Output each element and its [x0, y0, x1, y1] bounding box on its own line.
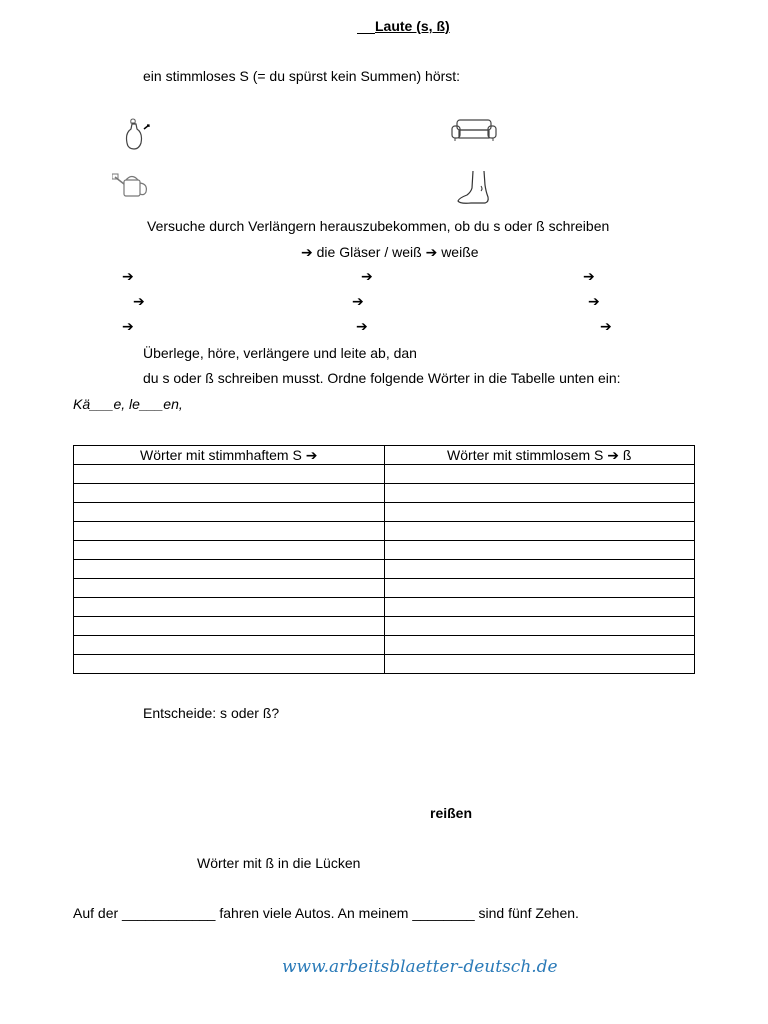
reissen-word: reißen — [430, 805, 473, 821]
table-row — [74, 522, 695, 541]
table-row — [74, 484, 695, 503]
voiceless-cell[interactable] — [384, 560, 695, 579]
voiceless-cell[interactable] — [384, 636, 695, 655]
arrow-icon: ➔ — [425, 244, 438, 260]
voiced-cell[interactable] — [74, 522, 385, 541]
voiced-cell[interactable] — [74, 503, 385, 522]
voiceless-cell[interactable] — [384, 522, 695, 541]
arrow-icon: ➔ — [361, 268, 373, 284]
entscheide-text: Entscheide: s oder ß? — [143, 705, 280, 721]
voiced-cell[interactable] — [74, 560, 385, 579]
voiced-cell[interactable] — [74, 484, 385, 503]
arrow-icon: ➔ — [356, 318, 368, 334]
voiceless-cell[interactable] — [384, 541, 695, 560]
arrow-icon: ➔ — [583, 268, 595, 284]
word-list: Kä___e, le___en, — [73, 396, 183, 412]
voiceless-cell[interactable] — [384, 579, 695, 598]
voiced-cell[interactable] — [74, 617, 385, 636]
table-row — [74, 465, 695, 484]
arrow-icon: ➔ — [122, 268, 134, 284]
footer-website: www.arbeitsblaetter-deutsch.de — [282, 957, 558, 977]
watering-can-icon — [112, 172, 150, 200]
arrow-icon: ➔ — [133, 293, 145, 309]
word-table — [73, 445, 695, 674]
gap-sentence: Auf der ____________ fahren viele Autos. An meinem ________ sind fünf Zehen. — [73, 905, 579, 921]
arrow-icon: ➔ — [301, 244, 313, 260]
ueberlege-line-2: du s oder ß schreiben musst. Ordne folgende Wörter in die Tabelle unten ein: — [143, 370, 621, 386]
arrow-icon: ➔ — [122, 318, 134, 334]
voiceless-cell[interactable] — [384, 484, 695, 503]
voiced-cell[interactable] — [74, 541, 385, 560]
voiceless-cell[interactable] — [384, 598, 695, 617]
woerter-luecken-text: Wörter mit ß in die Lücken — [197, 855, 361, 871]
arrow-icon: ➔ — [600, 318, 612, 334]
table-row — [74, 503, 695, 522]
voiced-cell[interactable] — [74, 579, 385, 598]
example-text-2: weiße — [441, 244, 479, 260]
table-row — [74, 598, 695, 617]
table-row — [74, 560, 695, 579]
intro-text: ein stimmloses S (= du spürst kein Summen) hörst: — [143, 68, 461, 84]
table-header-row — [74, 446, 695, 465]
foot-icon — [455, 170, 493, 206]
voiced-cell[interactable] — [74, 598, 385, 617]
table-header-voiceless: Wörter mit stimmlosem S ➔ ß — [384, 446, 695, 465]
table-row — [74, 636, 695, 655]
sofa-icon — [450, 117, 498, 143]
title-underline-lead — [357, 33, 375, 34]
table-header-voiced: Wörter mit stimmhaftem S ➔ — [74, 446, 385, 465]
voiceless-cell[interactable] — [384, 655, 695, 674]
page-title: Laute (s, ß) — [375, 18, 450, 34]
voiced-cell[interactable] — [74, 636, 385, 655]
table-row — [74, 655, 695, 674]
voiced-cell[interactable] — [74, 655, 385, 674]
table-row — [74, 579, 695, 598]
voiceless-cell[interactable] — [384, 465, 695, 484]
arrow-icon: ➔ — [352, 293, 364, 309]
arrow-icon: ➔ — [588, 293, 600, 309]
voiceless-cell[interactable] — [384, 617, 695, 636]
ueberlege-line-1: Überlege, höre, verlängere und leite ab, dan — [143, 345, 417, 361]
table-row — [74, 541, 695, 560]
instruction-text: Versuche durch Verlängern herauszubekommen, ob du s oder ß schreiben — [147, 218, 610, 234]
table-body — [74, 465, 695, 674]
example-line — [301, 244, 479, 261]
voiced-cell[interactable] — [74, 465, 385, 484]
voiceless-cell[interactable] — [384, 503, 695, 522]
table-row — [74, 617, 695, 636]
example-text-1: die Gläser / weiß — [316, 244, 422, 260]
vase-icon — [122, 117, 154, 151]
